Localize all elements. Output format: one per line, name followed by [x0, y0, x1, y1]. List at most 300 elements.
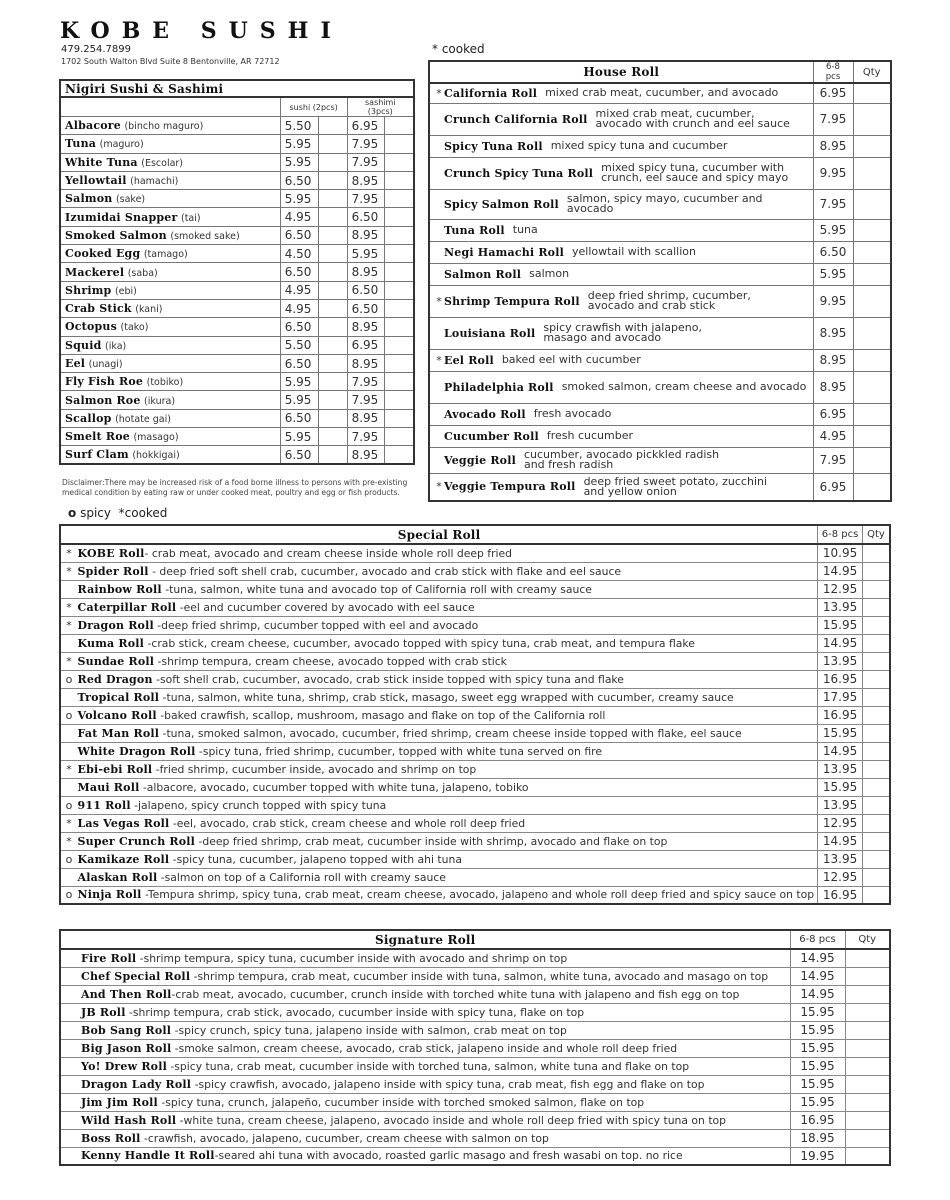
house-roll-description: tuna: [512, 223, 538, 236]
sushi-price: 4.50: [280, 245, 318, 263]
special-roll-row: [60, 742, 890, 760]
house-roll-price: 8.95: [813, 317, 853, 349]
signature-roll-item: [60, 1129, 790, 1147]
special-roll-name: Fat Man Roll: [77, 726, 160, 740]
house-roll-row: [429, 317, 891, 349]
special-roll-description: -tuna, salmon, white tuna and avocado top of California roll with creamy sauce: [161, 582, 592, 596]
nigiri-item-japanese: (hotate gai): [115, 413, 171, 425]
nigiri-item-name: Eel: [65, 357, 86, 370]
nigiri-col-sashimi: sashimi (3pcs): [347, 97, 414, 117]
signature-roll-qty-field[interactable]: [845, 985, 890, 1003]
nigiri-item-japanese: (ebi): [114, 285, 137, 297]
special-roll-description: -spicy tuna, fried shrimp, cucumber, topped with white tuna served on fire: [195, 744, 602, 758]
nigiri-item-name: Mackerel: [65, 265, 125, 279]
special-roll-qty-field[interactable]: [863, 652, 891, 670]
house-roll-price: 8.95: [813, 371, 853, 403]
house-roll-description: cucumber, avocado pickkled radish and fresh radish: [523, 448, 720, 471]
house-roll-description: mixed crab meat, cucumber, avocado with crunch and eel sauce: [595, 107, 790, 130]
sashimi-qty-field[interactable]: [385, 446, 414, 464]
sushi-price: 6.50: [280, 263, 318, 281]
nigiri-row: [60, 318, 414, 336]
special-roll-item: [60, 688, 818, 706]
special-roll-name: Las Vegas Roll: [77, 816, 170, 830]
disclaimer: Disclaimer:There may be increased risk of a food borne illness to persons with pre-existing medical condition by eating raw or under cooked meat, poultry and egg or fish products.: [62, 478, 408, 497]
special-roll-description: -eel and cucumber covered by avocado with eel sauce: [176, 600, 475, 614]
house-roll-qty-field[interactable]: [853, 189, 891, 219]
special-roll-qty-field[interactable]: [863, 688, 891, 706]
signature-roll-row: [60, 1075, 890, 1093]
special-roll-name: Rainbow Roll: [77, 582, 162, 596]
sushi-qty-field[interactable]: [318, 281, 347, 299]
house-roll-table: [428, 60, 892, 502]
special-roll-qty-field[interactable]: [863, 832, 891, 850]
special-roll-name: Ebi-ebi Roll: [77, 762, 153, 776]
sashimi-price: 8.95: [347, 354, 385, 372]
house-roll-row: [429, 447, 891, 473]
house-roll-description: fresh cucumber: [546, 429, 633, 442]
signature-roll-item: [60, 985, 790, 1003]
special-roll-qty-field[interactable]: [863, 580, 891, 598]
sashimi-qty-field[interactable]: [385, 281, 414, 299]
nigiri-row: [60, 336, 414, 354]
special-roll-row: [60, 760, 890, 778]
cooked-marker: *: [66, 564, 72, 578]
house-roll-price: 6.95: [813, 473, 853, 501]
house-roll-description: fresh avocado: [533, 407, 612, 420]
sushi-qty-field[interactable]: [318, 446, 347, 464]
nigiri-item-japanese: (masago): [133, 432, 179, 444]
sushi-qty-field[interactable]: [318, 135, 347, 153]
special-roll-description: -shrimp tempura, cream cheese, avocado topped with crab stick: [154, 654, 507, 668]
special-roll-price: 12.95: [818, 580, 863, 598]
special-roll-price: 13.95: [818, 598, 863, 616]
special-roll-row: [60, 562, 890, 580]
special-roll-item: [60, 814, 818, 832]
house-roll-qty-field[interactable]: [853, 447, 891, 473]
house-roll-item: [429, 371, 813, 403]
nigiri-item-japanese: (Escolar): [141, 157, 184, 169]
signature-roll-row: [60, 1057, 890, 1075]
special-roll-qty-field[interactable]: [863, 796, 891, 814]
house-roll-qty-field[interactable]: [853, 425, 891, 447]
sushi-qty-field[interactable]: [318, 171, 347, 189]
signature-col-pcs: 6-8 pcs: [790, 930, 845, 949]
sushi-qty-field[interactable]: [318, 245, 347, 263]
house-roll-qty-field[interactable]: [853, 349, 891, 371]
signature-roll-qty-field[interactable]: [845, 1093, 890, 1111]
signature-roll-item: [60, 1003, 790, 1021]
sashimi-qty-field[interactable]: [385, 190, 414, 208]
sushi-qty-field[interactable]: [318, 409, 347, 427]
sashimi-price: 7.95: [347, 153, 385, 171]
special-roll-row: [60, 814, 890, 832]
nigiri-item: [60, 318, 280, 336]
special-roll-row: [60, 868, 890, 886]
house-roll-qty-field[interactable]: [853, 157, 891, 189]
cooked-marker: *: [66, 600, 72, 614]
house-roll-qty-field[interactable]: [853, 103, 891, 135]
nigiri-row: [60, 281, 414, 299]
signature-roll-item: [60, 1039, 790, 1057]
nigiri-row: [60, 208, 414, 226]
sushi-qty-field[interactable]: [318, 117, 347, 135]
nigiri-item-name: Albacore: [65, 119, 121, 133]
special-col-pcs: 6-8 pcs: [818, 525, 863, 544]
house-roll-row: [429, 135, 891, 157]
special-roll-price: 16.95: [818, 886, 863, 904]
nigiri-item-japanese: (maguro): [99, 139, 144, 151]
house-roll-item: [429, 241, 813, 263]
cooked-symbol: *: [432, 42, 438, 56]
signature-col-qty: Qty: [845, 930, 890, 949]
house-roll-item: [429, 473, 813, 501]
sushi-price: 6.50: [280, 409, 318, 427]
cooked-marker: *: [66, 834, 72, 848]
signature-roll-row: [60, 985, 890, 1003]
signature-roll-qty-field[interactable]: [845, 949, 890, 967]
house-roll-qty-field[interactable]: [853, 285, 891, 317]
special-roll-item: [60, 562, 818, 580]
sushi-qty-field[interactable]: [318, 153, 347, 171]
house-roll-name: Cucumber Roll: [444, 429, 539, 443]
sushi-price: 4.95: [280, 299, 318, 317]
sashimi-qty-field[interactable]: [385, 263, 414, 281]
special-roll-qty-field[interactable]: [863, 868, 891, 886]
special-roll-item: [60, 886, 818, 904]
nigiri-item-japanese: (tamago): [143, 249, 188, 261]
nigiri-item: [60, 428, 280, 446]
nigiri-item: [60, 117, 280, 135]
special-roll-name: Alaskan Roll: [77, 870, 158, 884]
special-roll-row: [60, 724, 890, 742]
special-roll-qty-field[interactable]: [863, 634, 891, 652]
special-roll-qty-field[interactable]: [863, 616, 891, 634]
special-roll-name: Kuma Roll: [77, 636, 145, 650]
signature-roll-price: 19.95: [790, 1147, 845, 1165]
special-roll-row: [60, 688, 890, 706]
special-roll-qty-field[interactable]: [863, 760, 891, 778]
special-roll-description: -albacore, avocado, cucumber topped with white tuna, jalapeno, tobiko: [139, 780, 529, 794]
nigiri-item-name: White Tuna: [65, 155, 138, 169]
house-roll-price: 5.95: [813, 263, 853, 285]
sashimi-qty-field[interactable]: [385, 336, 414, 354]
special-roll-price: 15.95: [818, 616, 863, 634]
special-roll-row: [60, 616, 890, 634]
house-roll-description: deep fried sweet potato, zucchini and yellow onion: [583, 474, 768, 498]
house-roll-qty-field[interactable]: [853, 219, 891, 241]
special-roll-qty-field[interactable]: [863, 706, 891, 724]
sushi-qty-field[interactable]: [318, 354, 347, 372]
special-roll-qty-field[interactable]: [863, 598, 891, 616]
sashimi-qty-field[interactable]: [385, 373, 414, 391]
special-roll-description: -crab stick, cream cheese, cucumber, avocado topped with spicy tuna, crab meat, and tempura flake: [144, 636, 695, 650]
special-roll-name: Dragon Roll: [77, 618, 154, 632]
sushi-qty-field[interactable]: [318, 226, 347, 244]
house-roll-price: 6.50: [813, 241, 853, 263]
house-roll-name: Crunch Spicy Tuna Roll: [444, 166, 594, 180]
special-roll-name: Super Crunch Roll: [77, 834, 196, 848]
house-roll-description: yellowtail with scallion: [571, 245, 696, 258]
special-roll-row: [60, 634, 890, 652]
sashimi-price: 8.95: [347, 171, 385, 189]
special-roll-description: -baked crawfish, scallop, mushroom, masago and flake on top of the California roll: [156, 708, 606, 722]
house-roll-price: 7.95: [813, 189, 853, 219]
house-roll-name: Veggie Tempura Roll: [444, 480, 576, 494]
special-roll-qty-field[interactable]: [863, 562, 891, 580]
special-roll-item: [60, 868, 818, 886]
house-roll-price: 9.95: [813, 285, 853, 317]
special-roll-price: 13.95: [818, 652, 863, 670]
special-roll-row: [60, 580, 890, 598]
sashimi-price: 8.95: [347, 446, 385, 464]
house-roll-name: Shrimp Tempura Roll: [444, 294, 580, 308]
sushi-qty-field[interactable]: [318, 318, 347, 336]
sashimi-qty-field[interactable]: [385, 354, 414, 372]
house-col-pcs: 6-8 pcs: [813, 61, 853, 83]
nigiri-item-name: Octopus: [65, 320, 117, 334]
house-roll-name: Spicy Salmon Roll: [443, 197, 559, 211]
nigiri-item-japanese: (unagi): [88, 359, 123, 370]
spicy-marker: o: [65, 852, 73, 866]
nigiri-item: [60, 135, 280, 153]
nigiri-row: [60, 153, 414, 171]
signature-roll-qty-field[interactable]: [845, 1147, 890, 1165]
signature-roll-name: Jim Jim Roll: [81, 1095, 158, 1109]
sushi-qty-field[interactable]: [318, 208, 347, 226]
nigiri-row: [60, 245, 414, 263]
house-roll-item-content: [434, 408, 809, 421]
special-roll-item: [60, 670, 818, 688]
signature-roll-item: [60, 1021, 790, 1039]
signature-roll-qty-field[interactable]: [845, 1021, 890, 1039]
special-col-qty: Qty: [863, 525, 891, 544]
special-roll-description: -tuna, salmon, white tuna, shrimp, crab stick, masago, sweet egg wrapped with cucumber, creamy sauce: [159, 690, 734, 704]
cooked-label: cooked: [124, 506, 168, 520]
sushi-price: 5.50: [280, 336, 318, 354]
house-roll-item-content: [434, 246, 809, 259]
house-roll-qty-field[interactable]: [853, 317, 891, 349]
signature-roll-row: [60, 1039, 890, 1057]
sashimi-qty-field[interactable]: [385, 208, 414, 226]
sashimi-price: 6.95: [347, 336, 385, 354]
sashimi-qty-field[interactable]: [385, 391, 414, 409]
sashimi-qty-field[interactable]: [385, 135, 414, 153]
address: 1702 South Walton Blvd Suite 8 Bentonville, AR 72712: [61, 57, 280, 66]
special-roll-qty-field[interactable]: [863, 850, 891, 868]
nigiri-row: [60, 299, 414, 317]
house-roll-description: salmon, spicy mayo, cucumber and avocado: [566, 192, 763, 215]
nigiri-item-japanese: (bincho maguro): [124, 121, 204, 133]
special-roll-row: [60, 850, 890, 868]
special-roll-item: [60, 616, 818, 634]
special-roll-qty-field[interactable]: [863, 742, 891, 760]
sashimi-price: 8.95: [347, 409, 385, 427]
special-roll-price: 16.95: [818, 706, 863, 724]
cooked-marker: *: [66, 618, 72, 632]
house-roll-qty-field[interactable]: [853, 135, 891, 157]
house-roll-item: [429, 157, 813, 189]
special-roll-item: [60, 796, 818, 814]
sashimi-qty-field[interactable]: [385, 245, 414, 263]
house-roll-item-content: [434, 291, 809, 311]
house-roll-item-content: [434, 87, 809, 100]
nigiri-item-name: Smelt Roe: [65, 430, 130, 444]
special-roll-item: [60, 634, 818, 652]
house-roll-name: Philadelphia Roll: [444, 380, 554, 394]
legend-special: [68, 506, 167, 520]
sushi-price: 4.95: [280, 281, 318, 299]
nigiri-item-name: Fly Fish Roe: [65, 375, 144, 389]
sashimi-qty-field[interactable]: [385, 409, 414, 427]
house-roll-name: Eel Roll: [444, 353, 494, 367]
special-roll-price: 10.95: [818, 544, 863, 562]
nigiri-item: [60, 373, 280, 391]
special-roll-qty-field[interactable]: [863, 886, 891, 904]
house-roll-row: [429, 425, 891, 447]
nigiri-item: [60, 299, 280, 317]
sushi-price: 5.95: [280, 428, 318, 446]
special-roll-description: -fried shrimp, cucumber inside, avocado and shrimp on top: [152, 762, 477, 776]
signature-roll-qty-field[interactable]: [845, 1075, 890, 1093]
special-roll-qty-field[interactable]: [863, 814, 891, 832]
special-roll-row: [60, 796, 890, 814]
sushi-qty-field[interactable]: [318, 428, 347, 446]
special-roll-qty-field[interactable]: [863, 778, 891, 796]
house-roll-title: House Roll: [429, 61, 813, 83]
sashimi-qty-field[interactable]: [385, 318, 414, 336]
nigiri-row: [60, 117, 414, 135]
cooked-marker: *: [66, 762, 72, 776]
sushi-qty-field[interactable]: [318, 263, 347, 281]
spicy-marker: o: [65, 798, 73, 812]
signature-roll-name: Bob Sang Roll: [81, 1023, 172, 1037]
nigiri-item: [60, 409, 280, 427]
special-roll-price: 14.95: [818, 742, 863, 760]
house-roll-item-content: [434, 268, 809, 281]
nigiri-item: [60, 171, 280, 189]
house-roll-item: [429, 447, 813, 473]
special-roll-name: Spider Roll: [77, 564, 149, 578]
sushi-qty-field[interactable]: [318, 299, 347, 317]
signature-roll-qty-field[interactable]: [845, 1057, 890, 1075]
signature-roll-table: [59, 929, 891, 1166]
special-roll-qty-field[interactable]: [863, 544, 891, 562]
special-roll-name: Kamikaze Roll: [77, 852, 170, 866]
sashimi-qty-field[interactable]: [385, 153, 414, 171]
sushi-qty-field[interactable]: [318, 373, 347, 391]
signature-roll-row: [60, 1129, 890, 1147]
house-roll-item-content: [434, 224, 809, 237]
signature-roll-qty-field[interactable]: [845, 1003, 890, 1021]
cooked-marker: *: [66, 546, 72, 560]
signature-roll-qty-field[interactable]: [845, 1111, 890, 1129]
house-roll-item: [429, 425, 813, 447]
signature-roll-qty-field[interactable]: [845, 967, 890, 985]
nigiri-row: [60, 190, 414, 208]
house-roll-row: [429, 219, 891, 241]
special-roll-item: [60, 778, 818, 796]
nigiri-item: [60, 208, 280, 226]
special-roll-name: Ninja Roll: [77, 888, 142, 902]
special-roll-qty-field[interactable]: [863, 724, 891, 742]
signature-roll-row: [60, 1003, 890, 1021]
spicy-marker: o: [65, 672, 73, 686]
sashimi-price: 8.95: [347, 263, 385, 281]
signature-roll-name: Dragon Lady Roll: [81, 1077, 192, 1091]
house-roll-price: 7.95: [813, 447, 853, 473]
signature-roll-price: 16.95: [790, 1111, 845, 1129]
signature-roll-price: 15.95: [790, 1039, 845, 1057]
sushi-qty-field[interactable]: [318, 336, 347, 354]
signature-roll-description: -spicy crawfish, avocado, jalapeno inside with spicy tuna, crab meat, fish egg and flake on top: [191, 1077, 705, 1091]
house-roll-item: [429, 317, 813, 349]
special-roll-description: -spicy tuna, cucumber, jalapeno topped with ahi tuna: [169, 852, 462, 866]
signature-roll-row: [60, 1093, 890, 1111]
signature-roll-description: -spicy tuna, crab meat, cucumber inside with torched tuna, salmon, white tuna and flake on top: [166, 1059, 690, 1073]
special-roll-item: [60, 832, 818, 850]
sushi-qty-field[interactable]: [318, 391, 347, 409]
house-roll-name: Louisiana Roll: [444, 326, 536, 340]
house-roll-row: [429, 157, 891, 189]
spicy-symbol: o: [68, 506, 77, 520]
signature-roll-name: Big Jason Roll: [81, 1041, 172, 1055]
phone-number[interactable]: 479.254.7899: [61, 44, 131, 55]
house-roll-qty-field[interactable]: [853, 83, 891, 103]
special-roll-price: 17.95: [818, 688, 863, 706]
house-roll-qty-field[interactable]: [853, 403, 891, 425]
signature-roll-item: [60, 1111, 790, 1129]
special-roll-title: Special Roll: [60, 525, 818, 544]
nigiri-item-japanese: (ika): [105, 340, 127, 352]
sashimi-qty-field[interactable]: [385, 117, 414, 135]
nigiri-item-name: Surf Clam: [65, 448, 129, 462]
house-roll-price: 8.95: [813, 135, 853, 157]
sushi-price: 5.95: [280, 153, 318, 171]
special-roll-qty-field[interactable]: [863, 670, 891, 688]
special-roll-row: [60, 706, 890, 724]
cooked-marker: *: [436, 353, 442, 367]
sushi-qty-field[interactable]: [318, 190, 347, 208]
house-roll-name: California Roll: [444, 86, 538, 100]
signature-roll-item: [60, 949, 790, 967]
sashimi-price: 7.95: [347, 373, 385, 391]
sashimi-qty-field[interactable]: [385, 428, 414, 446]
house-roll-qty-field[interactable]: [853, 371, 891, 403]
special-roll-description: -eel, avocado, crab stick, cream cheese and whole roll deep fried: [169, 816, 526, 830]
sashimi-qty-field[interactable]: [385, 299, 414, 317]
special-roll-item: [60, 760, 818, 778]
house-roll-row: [429, 473, 891, 501]
house-roll-qty-field[interactable]: [853, 241, 891, 263]
sashimi-price: 5.95: [347, 245, 385, 263]
sushi-price: 4.95: [280, 208, 318, 226]
special-roll-name: Volcano Roll: [77, 708, 157, 722]
nigiri-item-japanese: (tobiko): [146, 377, 184, 389]
house-roll-qty-field[interactable]: [853, 263, 891, 285]
special-roll-item: [60, 742, 818, 760]
nigiri-item: [60, 263, 280, 281]
sashimi-qty-field[interactable]: [385, 171, 414, 189]
signature-roll-qty-field[interactable]: [845, 1129, 890, 1147]
house-roll-row: [429, 83, 891, 103]
special-roll-name: White Dragon Roll: [77, 744, 196, 758]
special-roll-item: [60, 706, 818, 724]
sashimi-qty-field[interactable]: [385, 226, 414, 244]
house-roll-qty-field[interactable]: [853, 473, 891, 501]
signature-roll-qty-field[interactable]: [845, 1039, 890, 1057]
nigiri-col-sushi: sushi (2pcs): [280, 97, 347, 117]
signature-roll-description: -spicy tuna, crunch, jalapeño, cucumber inside with torched smoked salmon, flake on top: [157, 1095, 645, 1109]
